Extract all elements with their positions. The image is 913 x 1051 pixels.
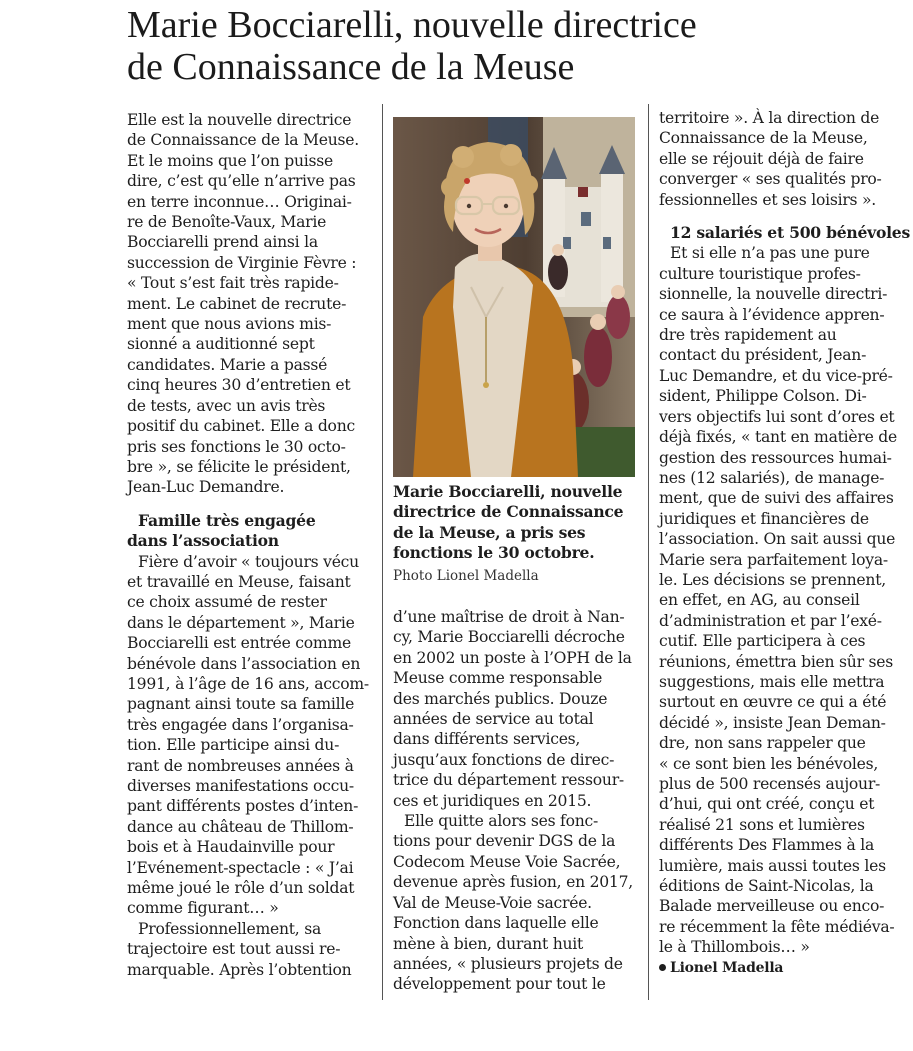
text-line: Jean-Luc Demandre.	[127, 478, 285, 497]
text-line: en terre inconnue… Originai-	[127, 192, 352, 211]
text-line: « ce sont bien les bénévoles,	[659, 754, 879, 773]
text-line: Balade merveilleuse ou enco-	[659, 897, 885, 916]
text-line: cinq heures 30 d’entretien et	[127, 376, 351, 395]
text-line: re récemment la fête médiéva-	[659, 917, 895, 936]
text-line: pant différents postes d’inten-	[127, 797, 359, 816]
photo-credit: Photo Lionel Madella	[393, 568, 539, 584]
text-line: sionnelle, la nouvelle directri-	[659, 285, 888, 304]
text-line: Fonction dans laquelle elle	[393, 914, 599, 933]
text-line: très engagée dans l’organisa-	[127, 715, 354, 734]
text-line: d’administration et par l’exé-	[659, 611, 882, 630]
text-line: Luc Demandre, et du vice-pré-	[659, 366, 893, 385]
text-line: dre, non sans rappeler que	[659, 734, 866, 753]
text-line: ment. Le cabinet de recrute-	[127, 294, 347, 313]
text-line: mène à bien, durant huit	[393, 934, 584, 953]
text-line: éditions de Saint-Nicolas, la	[659, 877, 874, 896]
text-line: suggestions, mais elle mettra	[659, 672, 885, 691]
text-line: bois et à Haudainville pour	[127, 838, 335, 857]
text-line: bre », se félicite le président,	[127, 457, 351, 476]
text-line: lumière, mais aussi toutes les	[659, 856, 886, 875]
text-line: Connaissance de la Meuse,	[659, 129, 868, 148]
caption-line: directrice de Connaissance	[393, 502, 624, 522]
text-line: années de service au total	[393, 710, 594, 729]
text-line: des marchés publics. Douze	[393, 689, 608, 708]
article-column-1	[127, 110, 369, 980]
subheading: dans l’association	[127, 531, 279, 551]
subheading: 12 salariés et 500 bénévoles	[670, 223, 911, 243]
text-line: tion. Elle participe ainsi du-	[127, 736, 340, 755]
text-line: Et le moins que l’on puisse	[127, 151, 333, 170]
text-line: de tests, avec un avis très	[127, 396, 326, 415]
text-line: développement pour tout le	[393, 975, 606, 994]
text-line: vers objectifs lui sont d’ores et	[659, 407, 895, 426]
author-signature	[659, 958, 904, 978]
paragraph-first-line: Elle quitte alors ses fonc-	[404, 812, 599, 831]
text-line: dans différents services,	[393, 730, 581, 749]
portrait-photo	[393, 117, 635, 477]
text-line: « Tout s’est fait très rapide-	[127, 274, 339, 293]
text-line: Bocciarelli est entrée comme	[127, 634, 351, 653]
text-line: d’une maîtrise de droit à Nan-	[393, 608, 625, 626]
text-line: comme figurant… »	[127, 899, 279, 918]
text-line: en effet, en AG, au conseil	[659, 591, 860, 610]
text-line: plus de 500 recensés aujour-	[659, 775, 881, 793]
text-line: juridiques et financières de	[659, 509, 869, 528]
text-line: re de Benoîte-Vaux, Marie	[127, 213, 327, 232]
text-line: nes (12 salariés), de manage-	[659, 468, 885, 487]
paragraph-gap	[127, 498, 365, 511]
text-line: même joué le rôle d’un soldat	[127, 879, 355, 898]
text-line: déjà fixés, « tant en matière de	[659, 428, 897, 447]
text-line: elle se réjouit déjà de faire	[659, 149, 864, 168]
text-line: ces et juridiques en 2015.	[393, 791, 592, 810]
text-line: en 2002 un poste à l’OPH de la	[393, 648, 632, 667]
text-line: Bocciarelli prend ainsi la	[127, 233, 318, 252]
text-line: Val de Meuse-Voie sacrée.	[393, 893, 592, 912]
paragraph-gap	[659, 210, 904, 223]
text-line: jusqu’aux fonctions de direc-	[393, 750, 615, 769]
text-line: cutif. Elle participera à ces	[659, 632, 866, 651]
text-line: sionné a auditionné sept	[127, 335, 315, 354]
headline	[127, 4, 907, 88]
text-line: dre très rapidement au	[659, 326, 837, 345]
text-line: succession de Virginie Fèvre :	[127, 253, 357, 272]
text-line: tions pour devenir DGS de la	[393, 832, 616, 851]
text-line: ce saura à l’évidence appren-	[659, 305, 885, 324]
text-line: devenue après fusion, en 2017,	[393, 873, 633, 892]
text-line: ment, que de suivi des affaires	[659, 489, 894, 508]
text-line: bénévole dans l’association en	[127, 654, 361, 673]
text-line: converger « ses qualités pro-	[659, 170, 882, 189]
paragraph-first-line: Professionnellement, sa	[138, 919, 322, 938]
text-line: dance au château de Thillom-	[127, 817, 354, 836]
caption-line: fonctions le 30 octobre.	[393, 543, 595, 563]
column-divider	[648, 104, 649, 1000]
headline-line: de Connaissance de la Meuse	[127, 46, 575, 88]
text-line: Codecom Meuse Voie Sacrée,	[393, 852, 621, 871]
text-line: le à Thillombois… »	[659, 938, 810, 957]
author-name: Lionel Madella	[670, 959, 784, 976]
text-line: territoire ». À la direction de	[659, 109, 880, 127]
text-line: l’association. On sait aussi que	[659, 530, 896, 549]
text-line: candidates. Marie a passé	[127, 355, 328, 374]
text-line: d’hui, qui ont créé, conçu et	[659, 795, 875, 814]
text-line: surtout en œuvre ce qui a été	[659, 693, 887, 712]
text-line: diverses manifestations occu-	[127, 777, 354, 795]
text-line: dire, c’est qu’elle n’arrive pas	[127, 172, 356, 191]
text-line: pris ses fonctions le 30 octo-	[127, 437, 346, 456]
text-line: contact du président, Jean-	[659, 346, 867, 365]
headline-line: Marie Bocciarelli, nouvelle directrice	[127, 4, 697, 46]
text-line: Meuse comme responsable	[393, 669, 603, 688]
text-line: années, « plusieurs projets de	[393, 954, 623, 973]
text-line: sident, Philippe Colson. Di-	[659, 387, 867, 406]
text-line: trice du département ressour-	[393, 771, 624, 790]
text-line: rant de nombreuses années à	[127, 756, 354, 775]
text-line: ce choix assumé de rester	[127, 593, 327, 612]
subheading: Famille très engagée	[138, 510, 316, 530]
text-line: culture touristique profes-	[659, 264, 861, 283]
text-line: de Connaissance de la Meuse.	[127, 131, 359, 150]
text-line: le. Les décisions se prennent,	[659, 570, 886, 589]
portrait-illustration	[393, 117, 635, 477]
text-line: gestion des ressources humai-	[659, 448, 892, 467]
caption-line: Marie Bocciarelli, nouvelle	[393, 482, 623, 501]
text-line: pagnant ainsi toute sa famille	[127, 695, 355, 714]
article-column-3	[659, 108, 911, 978]
text-line: trajectoire est tout aussi re-	[127, 940, 341, 959]
caption-line: de la Meuse, a pris ses	[393, 522, 586, 542]
text-line: 1991, à l’âge de 16 ans, accom-	[127, 674, 369, 693]
text-line: réalisé 21 sons et lumières	[659, 815, 865, 834]
article-column-2	[393, 607, 638, 995]
paragraph-first-line: Fière d’avoir « toujours vécu	[138, 552, 359, 571]
paragraph-first-line: Et si elle n’a pas une pure	[670, 244, 870, 263]
photo-caption	[393, 482, 643, 564]
text-line: dans le département », Marie	[127, 613, 355, 632]
column-divider	[382, 104, 383, 1000]
text-line: l’Evénement-spectacle : « J’ai	[127, 858, 354, 877]
text-line: fessionnelles et ses loisirs ».	[659, 190, 877, 209]
text-line: ment que nous avions mis-	[127, 315, 332, 334]
text-line: marquable. Après l’obtention	[127, 960, 352, 979]
bullet-dot	[659, 964, 666, 971]
text-line: et travaillé en Meuse, faisant	[127, 572, 351, 591]
text-line: Elle est la nouvelle directrice	[127, 111, 352, 129]
text-line: Marie sera parfaitement loya-	[659, 550, 888, 569]
text-line: décidé », insiste Jean Deman-	[659, 713, 886, 732]
text-line: cy, Marie Bocciarelli décroche	[393, 628, 625, 647]
text-line: positif du cabinet. Elle a donc	[127, 417, 355, 436]
text-line: différents Des Flammes à la	[659, 836, 875, 855]
text-line: réunions, émettra bien sûr ses	[659, 652, 893, 671]
